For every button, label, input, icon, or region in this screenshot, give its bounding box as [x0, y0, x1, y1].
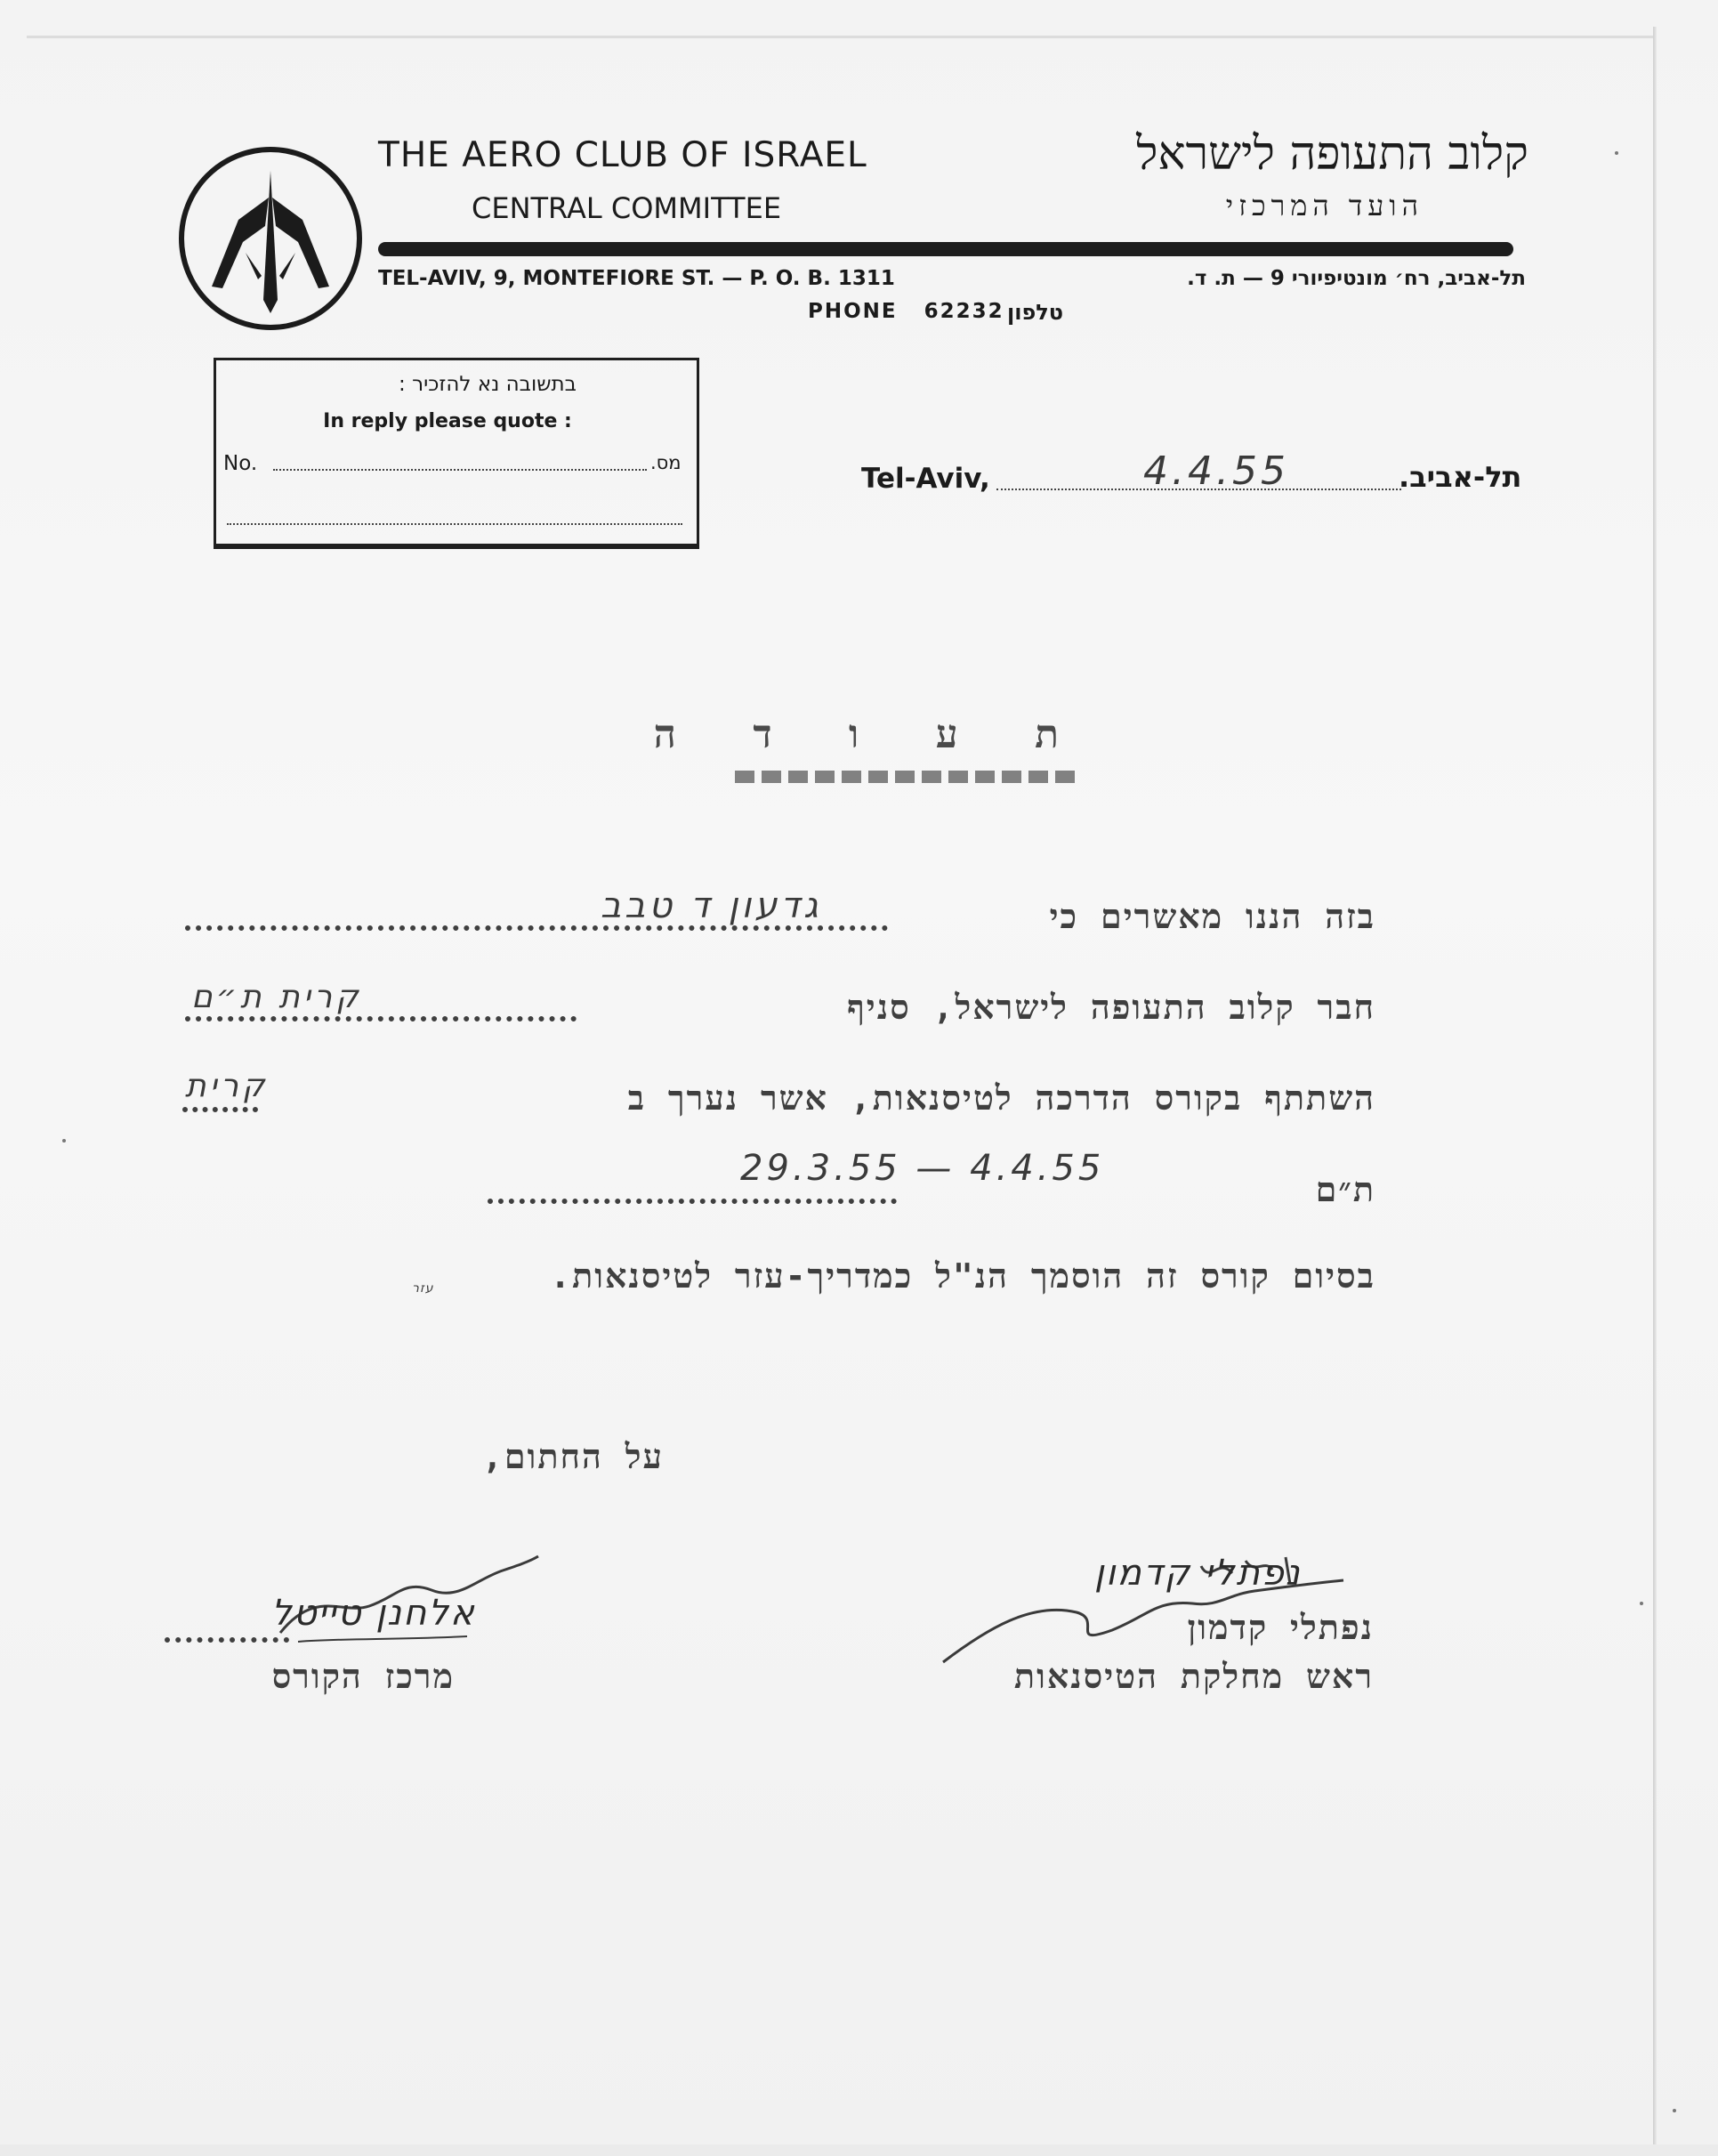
- body-line-5: בסיום קורס זה הוסמך הנ"ל כמדריך-עזר לטיסנאות.: [550, 1256, 1375, 1296]
- handwritten-branch: קרית ת״ם: [191, 979, 362, 1015]
- letterhead-address: [378, 267, 1526, 290]
- scan-speck: [62, 1139, 66, 1143]
- scan-speck: [1640, 1602, 1643, 1605]
- reply-reference-box: [214, 358, 699, 546]
- closing-line: על החתום,: [482, 1437, 664, 1476]
- org-name-he: קלוב התעופה לישראל: [1136, 127, 1528, 181]
- certificate-title-underline: [735, 771, 1082, 783]
- date-city-he: תל-אביב.: [1399, 460, 1522, 494]
- signatory-name-right: נפתלי קדמון: [1187, 1608, 1374, 1647]
- reply-number-line: [273, 469, 647, 471]
- handwritten-correction: עזר: [412, 1281, 434, 1296]
- scan-speck: [1673, 2109, 1676, 2112]
- place-dotted-line: [182, 1107, 258, 1112]
- handwritten-signature-left: אלחנן טייטל: [271, 1593, 476, 1634]
- handwritten-member-name: גדעון ד טבב: [601, 885, 822, 926]
- date-city-en: Tel-Aviv,: [861, 463, 990, 495]
- phone-en: [808, 300, 1004, 323]
- reply-number-label-en: No.: [223, 452, 258, 475]
- handwritten-course-dates: 29.3.55 — 4.4.55: [740, 1148, 1105, 1189]
- branch-dotted-line: [185, 1016, 577, 1021]
- handwritten-signature-right: נפתלי קדמון: [1094, 1553, 1302, 1594]
- org-name-en: THE AERO CLUB OF ISRAEL: [378, 135, 867, 175]
- signatory-title-left: מרכז הקורס: [271, 1657, 455, 1696]
- scan-speck: [1615, 151, 1618, 155]
- letterhead-rule: [378, 242, 1513, 256]
- phone-number: 62232: [924, 300, 1004, 323]
- handwritten-place: קרית: [185, 1068, 269, 1104]
- address-en: TEL-AVIV, 9, MONTEFIORE ST. — P. O. B. 1311: [378, 267, 895, 290]
- reply-quote-he: בתשובה נא להזכיר :: [399, 373, 577, 396]
- reply-extra-line: [227, 523, 682, 525]
- phone-label-en: PHONE: [808, 300, 898, 323]
- body-line-4: ת״ם: [1315, 1170, 1375, 1209]
- phone-label-he: טלפון: [1007, 300, 1064, 325]
- sheet-bottom-edge: [0, 2144, 1718, 2156]
- signatory-title-right: ראש מחלקת הטיסנאות: [1013, 1657, 1374, 1696]
- aero-club-wings-logo-icon: [176, 144, 365, 333]
- handwritten-date: 4.4.55: [1143, 448, 1289, 494]
- body-line-2: חבר קלוב התעופה לישראל, סניף: [847, 988, 1375, 1027]
- body-line-1: בזה הננו מאשרים כי: [1049, 897, 1375, 936]
- sheet-top-edge: [27, 36, 1655, 38]
- address-he: תל-אביב, רח׳ מונטיפיורי 9 — ת. ד.: [1187, 267, 1526, 290]
- committee-name-he: הועד המרכזי: [1225, 189, 1424, 222]
- sheet-right-edge: [1653, 27, 1657, 2144]
- committee-name-en: CENTRAL COMMITTEE: [472, 191, 782, 225]
- reply-number-label-he: מס.: [650, 452, 682, 473]
- dates-dotted-line: [488, 1199, 897, 1204]
- certificate-title: ת ע ו ד ה: [653, 712, 1085, 757]
- reply-quote-en: In reply please quote :: [323, 410, 572, 432]
- body-line-3: השתתף בקורס הדרכה לטיסנאות, אשר נערך ב: [627, 1078, 1375, 1118]
- left-signature-dotted-line: [165, 1637, 289, 1643]
